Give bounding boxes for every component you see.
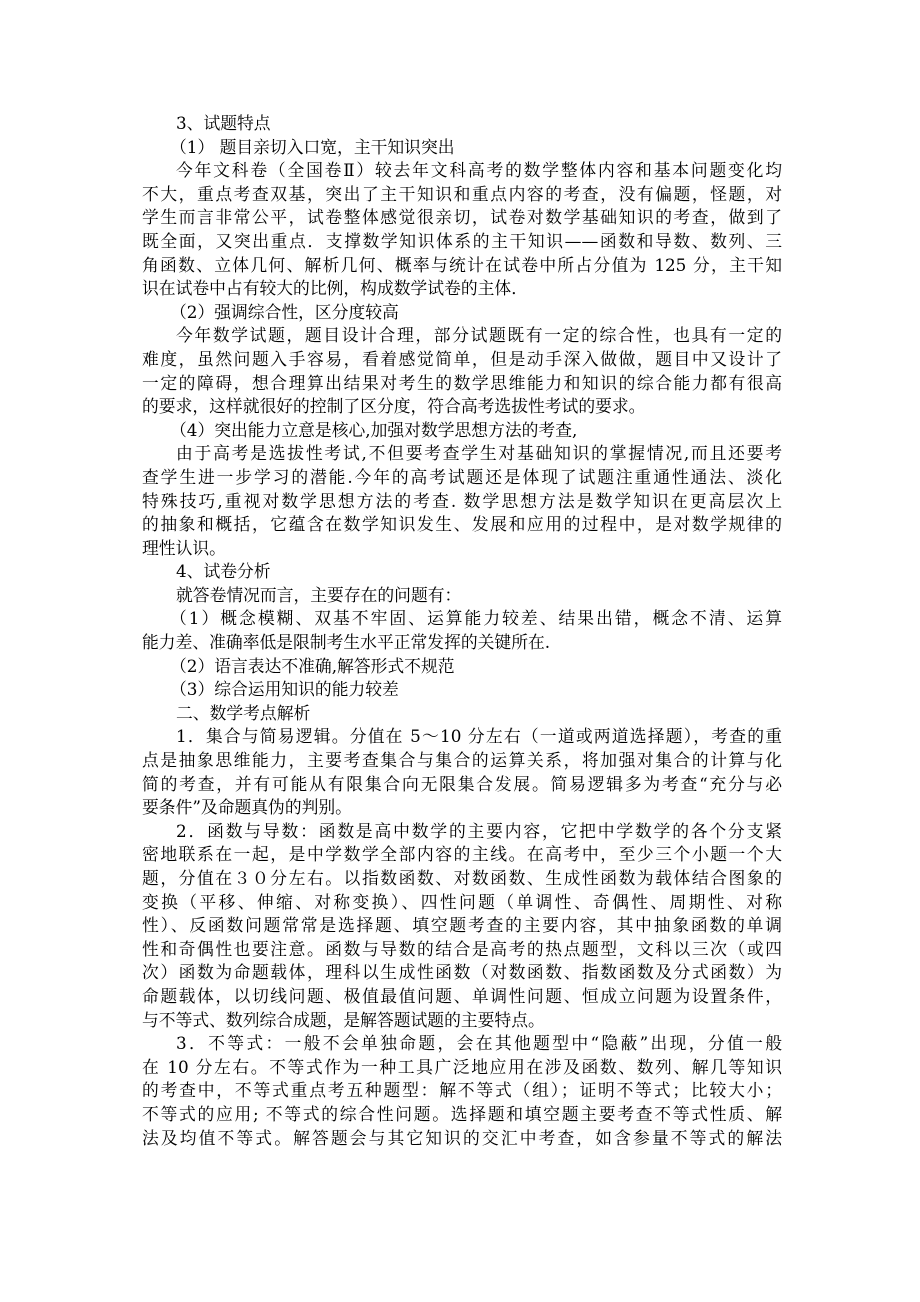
text-line: 1．集合与简易逻辑。分值在 5～10 分左右（一道或两道选择题），考查的重 xyxy=(176,726,782,747)
text-line: 角函数、立体几何、解析几何、概率与统计在试卷中所占分值为 125 分，主干知 xyxy=(142,254,782,275)
text-line: 的要求，这样就很好的控制了区分度，符合高考选拔性考试的要求。 xyxy=(142,396,646,417)
text-line: 命题载体，以切线问题、极值最值问题、单调性问题、恒成立问题为设置条件， xyxy=(142,985,782,1006)
text-line: 难度，虽然问题入手容易，看着感觉简单，但是动手深入做做，题目中又设计了 xyxy=(142,348,782,369)
text-line: （2）强调综合性，区分度较高 xyxy=(170,301,399,322)
text-line: 性）、反函数问题常常是选择题、填空题考查的主要内容，其中抽象函数的单调 xyxy=(142,915,782,936)
text-line: 变换（平移、伸缩、对称变换）、四性问题（单调性、奇偶性、周期性、对称 xyxy=(142,891,782,912)
text-line: 法及均值不等式。解答题会与其它知识的交汇中考查，如含参量不等式的解法 xyxy=(142,1127,782,1148)
text-line: 一定的障碍，想合理算出结果对考生的数学思维能力和知识的综合能力都有很高 xyxy=(142,372,782,393)
text-line: 简的考查，并有可能从有限集合向无限集合发展。简易逻辑多为考查“充分与必 xyxy=(142,773,782,794)
text-line: （1） 题目亲切入口宽，主干知识突出 xyxy=(170,136,455,157)
text-line: 的抽象和概括，它蕴含在数学知识发生、发展和应用的过程中，是对数学规律的 xyxy=(142,514,782,535)
text-line: 学生而言非常公平，试卷整体感觉很亲切，试卷对数学基础知识的考查，做到了 xyxy=(142,207,782,228)
text-line: 识在试卷中占有较大的比例，构成数学试卷的主体． xyxy=(142,278,528,299)
text-line: 理性认识。 xyxy=(142,537,226,558)
text-line: 由于高考是选拔性考试,不但要考查学生对基础知识的掌握情况,而且还要考 xyxy=(176,443,782,464)
text-line: 次）函数为命题载体，理科以生成性函数（对数函数、指数函数及分式函数）为 xyxy=(142,962,782,983)
text-line: （3）综合运用知识的能力较差 xyxy=(170,679,399,700)
text-line: 今年数学试题，题目设计合理，部分试题既有一定的综合性，也具有一定的 xyxy=(176,325,782,346)
document-page xyxy=(142,112,782,1150)
text-line: 3．不等式：一般不会单独命题，会在其他题型中“隐蔽”出现，分值一般 xyxy=(176,1033,782,1054)
text-line: （4）突出能力立意是核心,加强对数学思想方法的考查, xyxy=(170,419,578,440)
text-line: 3、试题特点 xyxy=(176,113,271,133)
text-line: 密地联系在一起，是中学数学全部内容的主线。在高考中，至少三个小题一个大 xyxy=(142,844,782,865)
text-line: 在 10 分左右。不等式作为一种工具广泛地应用在涉及函数、数列、解几等知识 xyxy=(142,1056,782,1077)
text-line: 能力差、准确率低是限制考生水平正常发挥的关键所在. xyxy=(142,632,551,653)
text-line: 4、试卷分析 xyxy=(176,561,271,582)
text-line: 既全面，又突出重点．支撑数学知识体系的主干知识——函数和导数、数列、三 xyxy=(142,230,782,251)
text-line: 查学生进一步学习的潜能.今年的高考试题还是体现了试题注重通性通法、淡化 xyxy=(142,466,782,487)
text-line: 性和奇偶性也要注意。函数与导数的结合是高考的热点题型，文科以三次（或四 xyxy=(142,938,782,959)
text-line: 二、数学考点解析 xyxy=(176,702,311,723)
text-line: 2．函数与导数：函数是高中数学的主要内容，它把中学数学的各个分支紧 xyxy=(176,820,782,841)
text-line: 要条件”及命题真伪的判别。 xyxy=(142,797,352,818)
text-line: 点是抽象思维能力，主要考查集合与集合的运算关系，将加强对集合的计算与化 xyxy=(142,750,782,771)
text-line: 与不等式、数列综合成题，是解答题试题的主要特点。 xyxy=(142,1009,545,1030)
text-line: （1）概念模糊、双基不牢固、运算能力较差、结果出错，概念不清、运算 xyxy=(170,608,782,629)
text-line: 今年文科卷（全国卷Ⅱ）较去年文科高考的数学整体内容和基本问题变化均 xyxy=(176,160,782,181)
text-line: 特殊技巧,重视对数学思想方法的考查. 数学思想方法是数学知识在更高层次上 xyxy=(142,490,782,511)
text-line: 不等式的应用; 不等式的综合性问题。选择题和填空题主要考查不等式性质、解 xyxy=(142,1103,782,1124)
text-line: 题，分值在３０分左右。以指数函数、对数函数、生成性函数为载体结合图象的 xyxy=(142,868,782,888)
text-line: 的考查中，不等式重点考五种题型：解不等式（组）；证明不等式；比较大小； xyxy=(142,1080,782,1101)
text-line: 就答卷情况而言，主要存在的问题有： xyxy=(176,584,462,605)
text-line: 不大，重点考查双基，突出了主干知识和重点内容的考查，没有偏题，怪题，对 xyxy=(142,183,782,204)
text-line: （2）语言表达不准确,解答形式不规范 xyxy=(170,655,455,676)
